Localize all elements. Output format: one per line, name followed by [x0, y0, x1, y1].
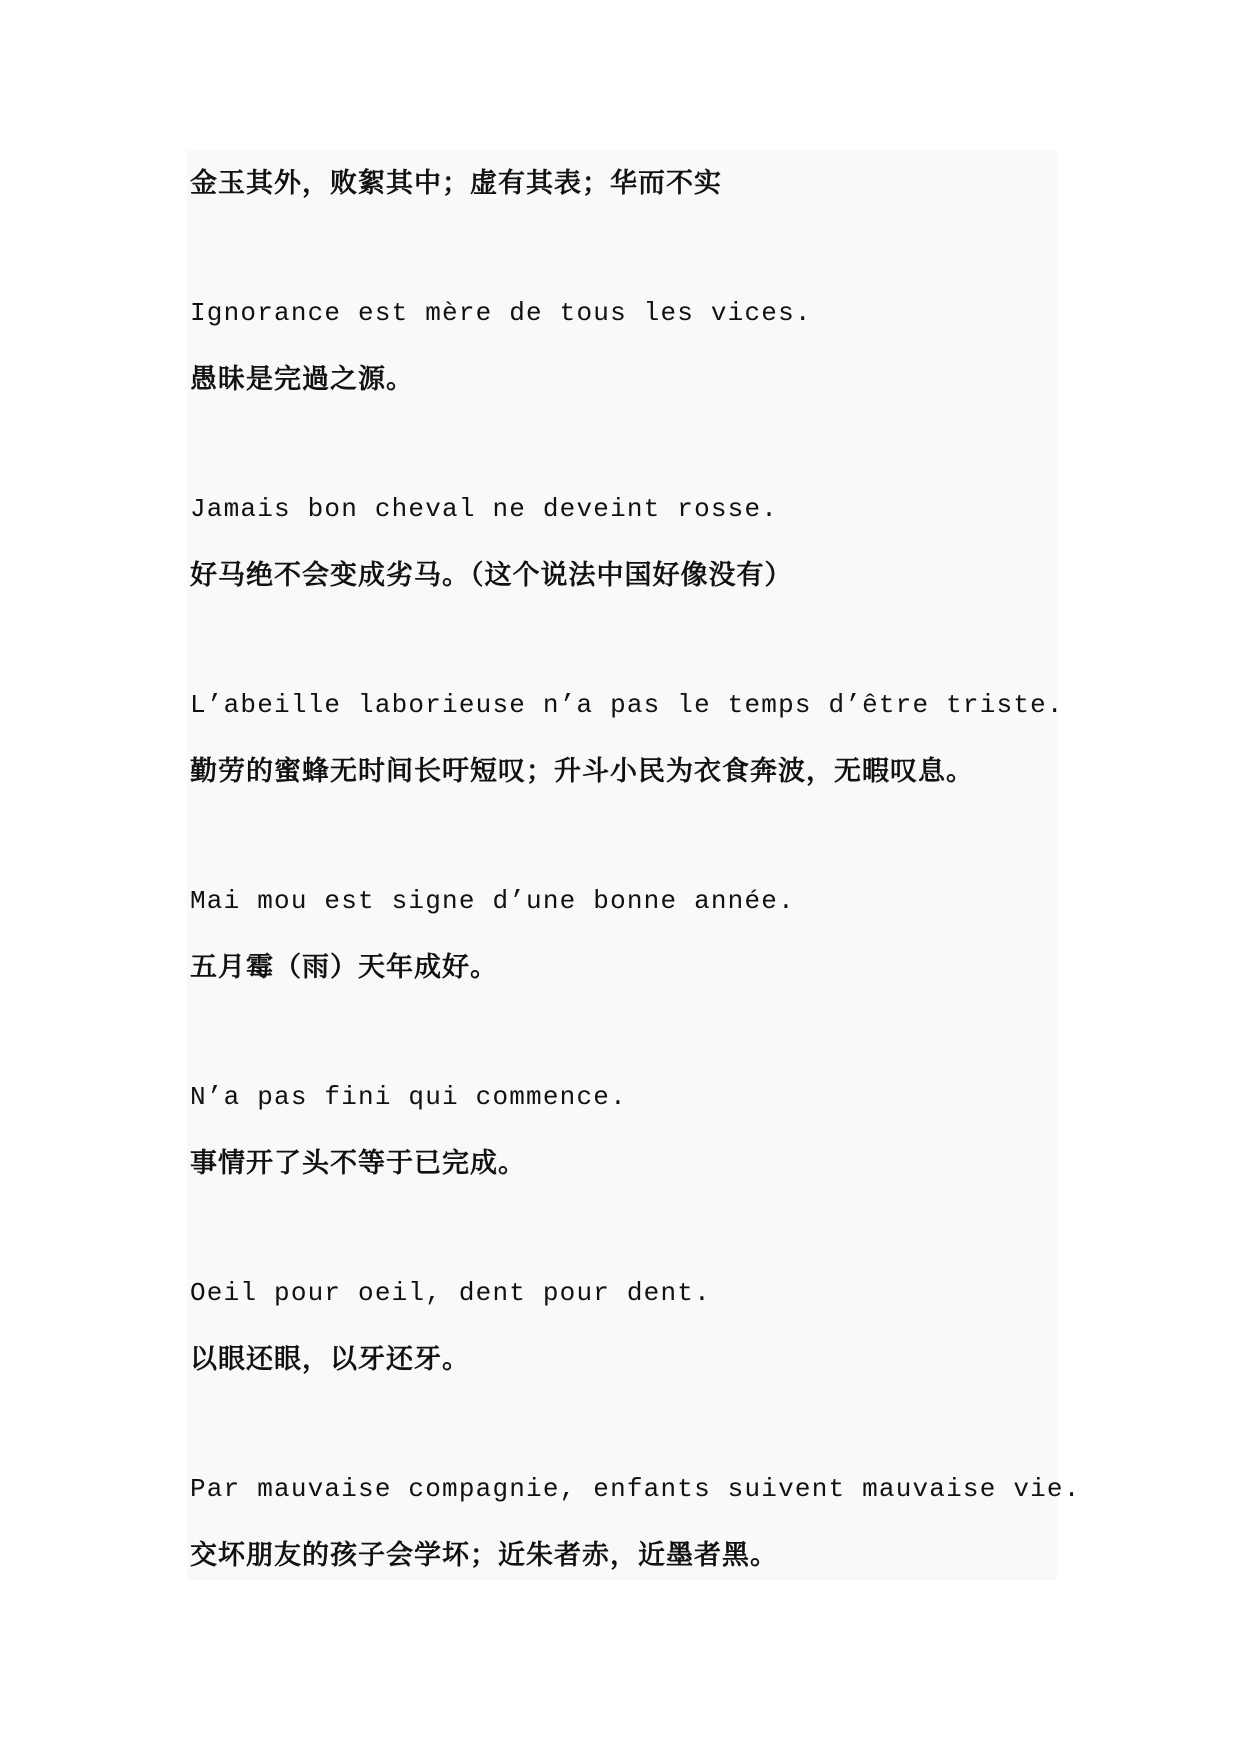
chinese-translation-7: 交坏朋友的孩子会学坏；近朱者赤，近墨者黑。 — [190, 1540, 778, 1571]
chinese-translation-2: 好马绝不会变成劣马。（这个说法中国好像没有） — [190, 560, 793, 591]
french-proverb-4: Mai mou est signe d’une bonne année. — [190, 886, 795, 916]
french-proverb-2: Jamais bon cheval ne deveint rosse. — [190, 494, 779, 524]
chinese-translation-3: 勤劳的蜜蜂无时间长吁短叹；升斗小民为衣食奔波，无暇叹息。 — [190, 756, 974, 787]
french-proverb-3: L’abeille laborieuse n’a pas le temps d’être triste. — [190, 690, 1064, 720]
french-proverb-6: Oeil pour oeil, dent pour dent. — [190, 1278, 711, 1308]
french-proverb-7: Par mauvaise compagnie, enfants suivent mauvaise vie. — [190, 1474, 1081, 1504]
chinese-translation-4: 五月霉（雨）天年成好。 — [190, 952, 498, 983]
chinese-translation-1: 愚昧是完過之源。 — [190, 364, 414, 395]
chinese-idiom-line: 金玉其外，败絮其中；虚有其表；华而不实 — [190, 168, 722, 199]
chinese-translation-5: 事情开了头不等于已完成。 — [190, 1148, 526, 1179]
chinese-translation-6: 以眼还眼，以牙还牙。 — [190, 1344, 470, 1375]
french-proverb-5: N’a pas fini qui commence. — [190, 1082, 627, 1112]
french-proverb-1: Ignorance est mère de tous les vices. — [190, 298, 812, 328]
